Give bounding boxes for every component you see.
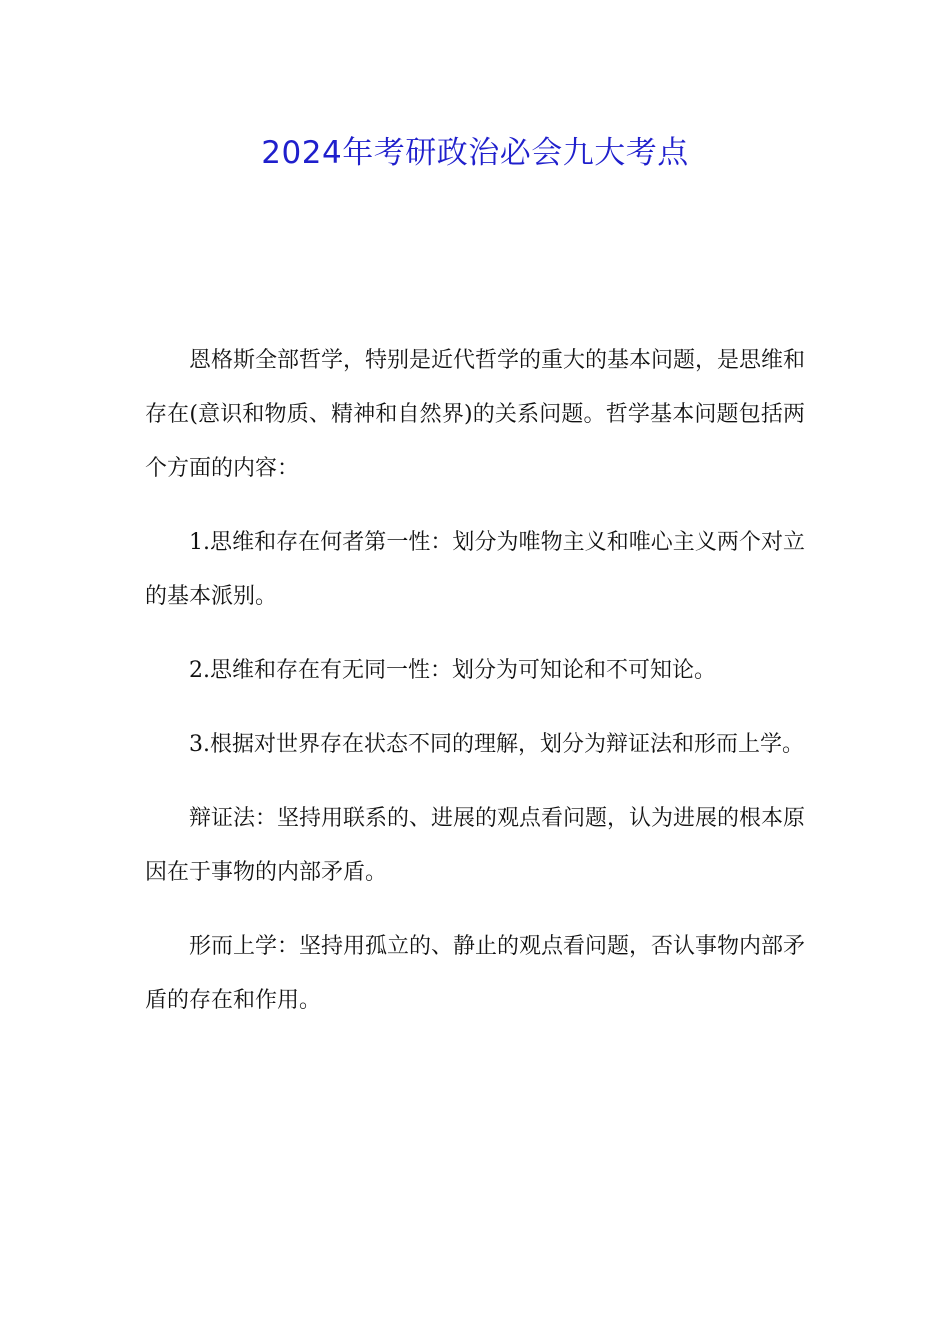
paragraph-dialectics: 辩证法：坚持用联系的、进展的观点看问题，认为进展的根本原因在于事物的内部矛盾。 bbox=[145, 806, 806, 885]
document-title: 2024年考研政治必会九大考点 bbox=[261, 135, 689, 171]
paragraph-point-2: 2.思维和存在有无同一性：划分为可知论和不可知论。 bbox=[189, 658, 716, 683]
paragraph-metaphysics: 形而上学：坚持用孤立的、静止的观点看问题，否认事物内部矛盾的存在和作用。 bbox=[145, 934, 806, 1013]
paragraph-basic-question: 恩格斯全部哲学，特别是近代哲学的重大的基本问题，是思维和存在(意识和物质、精神和自然界)的关系问题。哲学基本问题包括两个方面的内容： bbox=[145, 348, 806, 481]
paragraph-point-3: 3.根据对世界存在状态不同的理解，划分为辩证法和形而上学。 bbox=[189, 732, 804, 757]
paragraph-point-1: 1.思维和存在何者第一性：划分为唯物主义和唯心主义两个对立的基本派别。 bbox=[145, 530, 805, 609]
document-body bbox=[145, 334, 805, 1048]
